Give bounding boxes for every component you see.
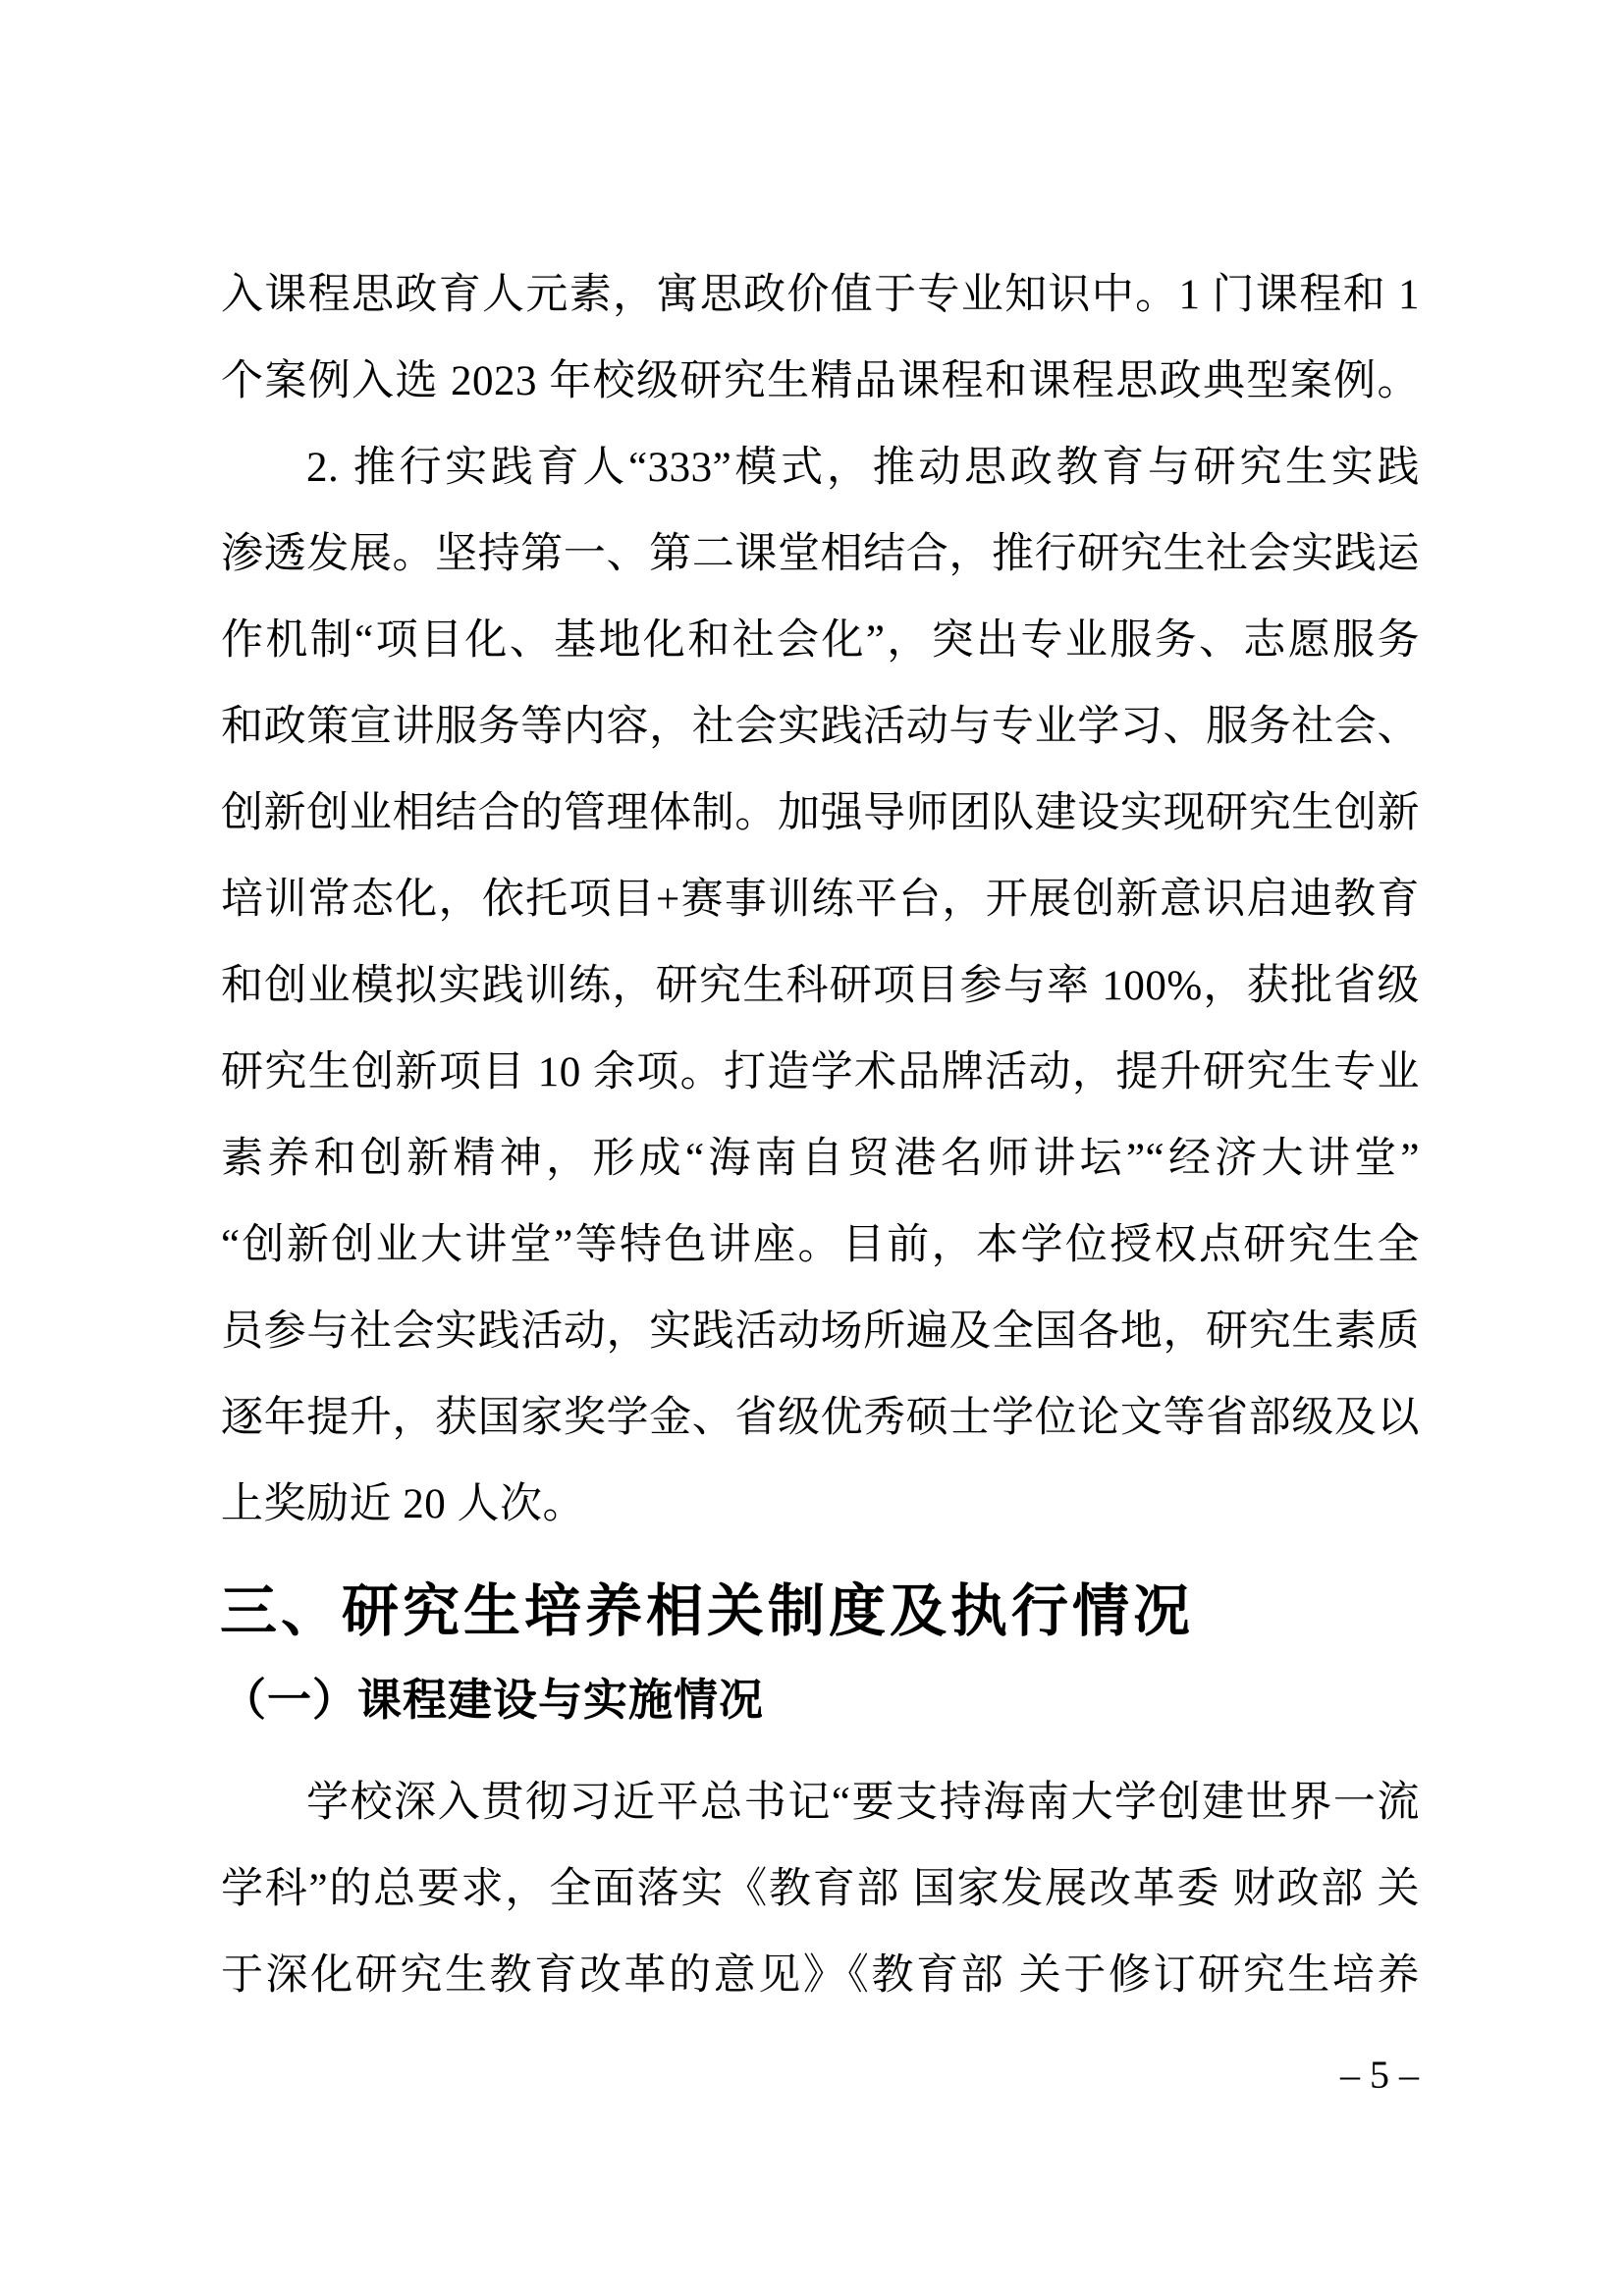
body-line-13: 员参与社会实践活动，实践活动场所遍及全国各地，研究生素质 [221,1308,1420,1355]
body-line-19: 学科”的总要求，全面落实《教育部 国家发展改革委 财政部 关 [221,1866,1420,1912]
page-number: – 5 – [1340,2053,1419,2097]
body-line-11: 素养和创新精神，形成“海南自贸港名师讲坛”“经济大讲堂” [221,1136,1420,1182]
body-line-1: 入课程思政育人元素，寓思政价值于专业知识中。1 门课程和 1 [221,272,1420,318]
body-line-9: 和创业模拟实践训练，研究生科研项目参与率 100%，获批省级 [221,963,1420,1009]
body-line-10: 研究生创新项目 10 余项。打造学术品牌活动，提升研究生专业 [221,1049,1420,1095]
body-line-18: 学校深入贯彻习近平总书记“要支持海南大学创建世界一流 [306,1780,1420,1826]
body-line-15: 上奖励近 20 人次。 [221,1481,585,1527]
section-heading: 三、研究生培养相关制度及执行情况 [220,1579,1195,1643]
body-line-4: 渗透发展。坚持第一、第二课堂相结合，推行研究生社会实践运 [221,531,1420,577]
body-line-7: 创新创业相结合的管理体制。加强导师团队建设实现研究生创新 [221,790,1420,836]
body-line-12: “创新创业大讲堂”等特色讲座。目前，本学位授权点研究生全 [221,1222,1420,1268]
subsection-heading [222,1677,1479,1724]
subsection-heading-number: （一） [222,1676,358,1725]
body-line-5: 作机制“项目化、基地化和社会化”，突出专业服务、志愿服务 [221,617,1420,664]
subsection-heading-title: 课程建设与实施情况 [357,1675,765,1725]
body-line-8: 培训常态化，依托项目+赛事训练平台，开展创新意识启迪教育 [221,877,1420,923]
body-line-14: 逐年提升，获国家奖学金、省级优秀硕士学位论文等省部级及以 [221,1395,1420,1441]
body-line-2: 个案例入选 2023 年校级研究生精品课程和课程思政典型案例。 [221,358,1420,404]
body-line-20: 于深化研究生教育改革的意见》《教育部 关于修订研究生培养 [221,1952,1420,1999]
body-line-3: 2. 推行实践育人“333”模式，推动思政教育与研究生实践 [306,445,1420,491]
body-line-6: 和政策宣讲服务等内容，社会实践活动与专业学习、服务社会、 [221,704,1420,750]
